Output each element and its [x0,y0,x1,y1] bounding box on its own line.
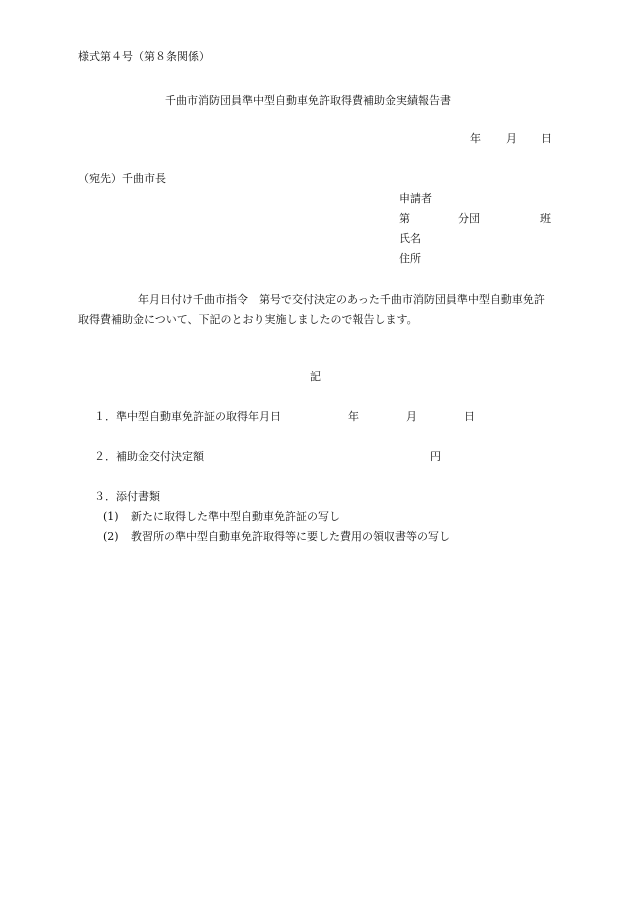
applicant-bundan: 分団 [458,212,480,225]
date-year: 年 [470,132,481,145]
item-3-sub1-num: (1) [103,510,119,523]
date-day: 日 [541,132,552,145]
item-3-sub2-num: (2) [103,530,119,543]
item-3-sub2-text: 教習所の準中型自動車免許取得等に要した費用の領収書等の写し [131,530,450,543]
item-1-month: 月 [406,410,417,423]
body-paragraph [78,290,552,330]
item-3-label: ３．添付書類 [94,490,160,503]
form-number: 様式第４号（第８条関係） [78,50,210,63]
item-1-year: 年 [348,410,359,423]
item-1-label: １．準中型自動車免許証の取得年月日 [94,410,281,423]
applicant-han: 班 [540,212,551,225]
date-month: 月 [506,132,517,145]
ki-heading: 記 [310,370,321,383]
applicant-heading: 申請者 [399,192,432,205]
item-1-day: 日 [464,410,475,423]
item-2-unit: 円 [430,450,441,463]
addressee: （宛先）千曲市長 [78,172,166,185]
item-2-label: ２．補助金交付決定額 [94,450,204,463]
document-title: 千曲市消防団員準中型自動車免許取得費補助金実績報告書 [165,94,451,107]
applicant-dai: 第 [399,212,410,225]
applicant-address-label: 住所 [399,252,421,265]
body-date-ref: 日付け千曲市指令 第 [160,293,270,306]
body-year: 年 [138,293,149,306]
item-3-sub1-text: 新たに取得した準中型自動車免許証の写し [131,510,340,523]
applicant-name-label: 氏名 [399,232,421,245]
body-month: 月 [149,293,160,306]
body-rest: 号で交付決定のあった千曲市消防団員準中型自動車免許取得費補助金について、下記のとおり実施しましたので報告します。 [78,293,545,326]
